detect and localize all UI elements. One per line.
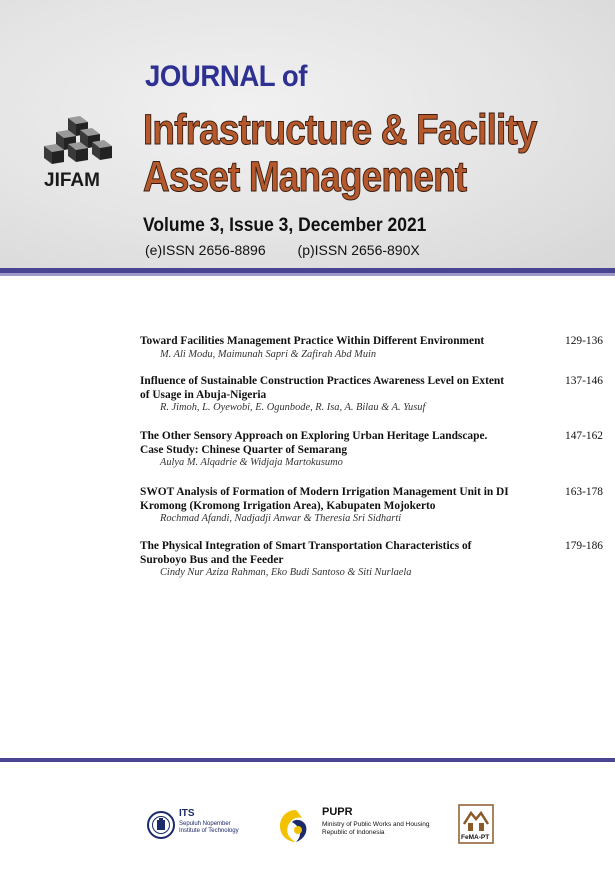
toc-title-line: Toward Facilities Management Practice Within Different Environment (140, 335, 485, 347)
toc-title-line: Suroboyo Bus and the Feeder (140, 553, 284, 566)
fema-pt-logo (458, 804, 494, 844)
toc-authors: Cindy Nur Aziza Rahman, Eko Budi Santoso & Siti Nurlaela (160, 567, 412, 578)
header-divider-shade (0, 273, 615, 276)
toc-title-line: The Physical Integration of Smart Transportation Characteristics of (140, 540, 472, 552)
p-issn: (p)ISSN 2656-890X (297, 242, 420, 258)
pupr-logo-line2: Republic of Indonesia (322, 829, 385, 836)
its-logo-line2: Institute of Technology (179, 828, 239, 834)
toc-title-line: of Usage in Abuja-Nigeria (140, 388, 267, 401)
its-logo-head: ITS (179, 808, 195, 819)
toc-title-line: SWOT Analysis of Formation of Modern Irrigation Management Unit in DI (140, 486, 509, 498)
toc-entry[interactable] (140, 430, 610, 469)
e-issn: (e)ISSN 2656-8896 (145, 242, 266, 258)
toc-entry[interactable] (140, 375, 610, 414)
toc-pages: 163-178 (565, 486, 603, 498)
jifam-logo-label: JIFAM (44, 170, 100, 191)
toc-title-line: Influence of Sustainable Construction Practices Awareness Level on Extent (140, 375, 505, 387)
toc-entry[interactable] (140, 486, 610, 525)
journal-of-heading: JOURNAL of (145, 60, 308, 93)
toc-title-line: The Other Sensory Approach on Exploring Urban Heritage Landscape. (140, 430, 488, 442)
toc-title (140, 430, 542, 457)
toc-authors: Rochmad Afandi, Nadjadji Anwar & Theresia Sri Sidharti (160, 513, 402, 524)
toc-pages: 137-146 (565, 375, 603, 387)
toc-entry[interactable] (140, 335, 610, 361)
journal-title-line2: Asset Management (143, 153, 467, 201)
toc-title-line: Kromong (Kromong Irrigation Area), Kabupaten Mojokerto (140, 499, 436, 512)
toc-pages: 147-162 (565, 430, 603, 442)
issn-line (145, 242, 420, 258)
toc-title-line: Case Study: Chinese Quarter of Semarang (140, 443, 348, 456)
toc-authors: M. Ali Modu, Maimunah Sapri & Zafirah Abd Muin (160, 348, 377, 360)
toc-pages: 179-186 (565, 540, 603, 552)
volume-issue: Volume 3, Issue 3, December 2021 (143, 215, 427, 236)
toc-authors: R. Jimoh, L. Oyewobi, E. Ogunbode, R. Isa, A. Bilau & A. Yusuf (160, 402, 426, 413)
toc-title (140, 335, 542, 349)
toc-authors: Aulya M. Alqadrie & Widjaja Martokusumo (160, 457, 343, 468)
cover-header (0, 0, 615, 270)
toc-entry[interactable] (140, 540, 610, 579)
pupr-emblem-icon (278, 808, 314, 844)
fema-pt-label: FeMA-PT (461, 834, 490, 841)
footer-divider-band (0, 758, 615, 762)
its-logo-line1: Sepuluh Nopember (179, 821, 231, 827)
toc-title (140, 486, 542, 513)
pupr-logo (296, 806, 456, 846)
toc-pages: 129-136 (565, 335, 603, 347)
toc-title (140, 375, 542, 402)
pupr-logo-head: PUPR (322, 806, 353, 818)
toc-title (140, 540, 542, 567)
journal-title-line1: Infrastructure & Facility (143, 106, 537, 154)
pupr-logo-line1: Ministry of Public Works and Housing (322, 821, 430, 828)
its-emblem-icon (146, 810, 176, 840)
